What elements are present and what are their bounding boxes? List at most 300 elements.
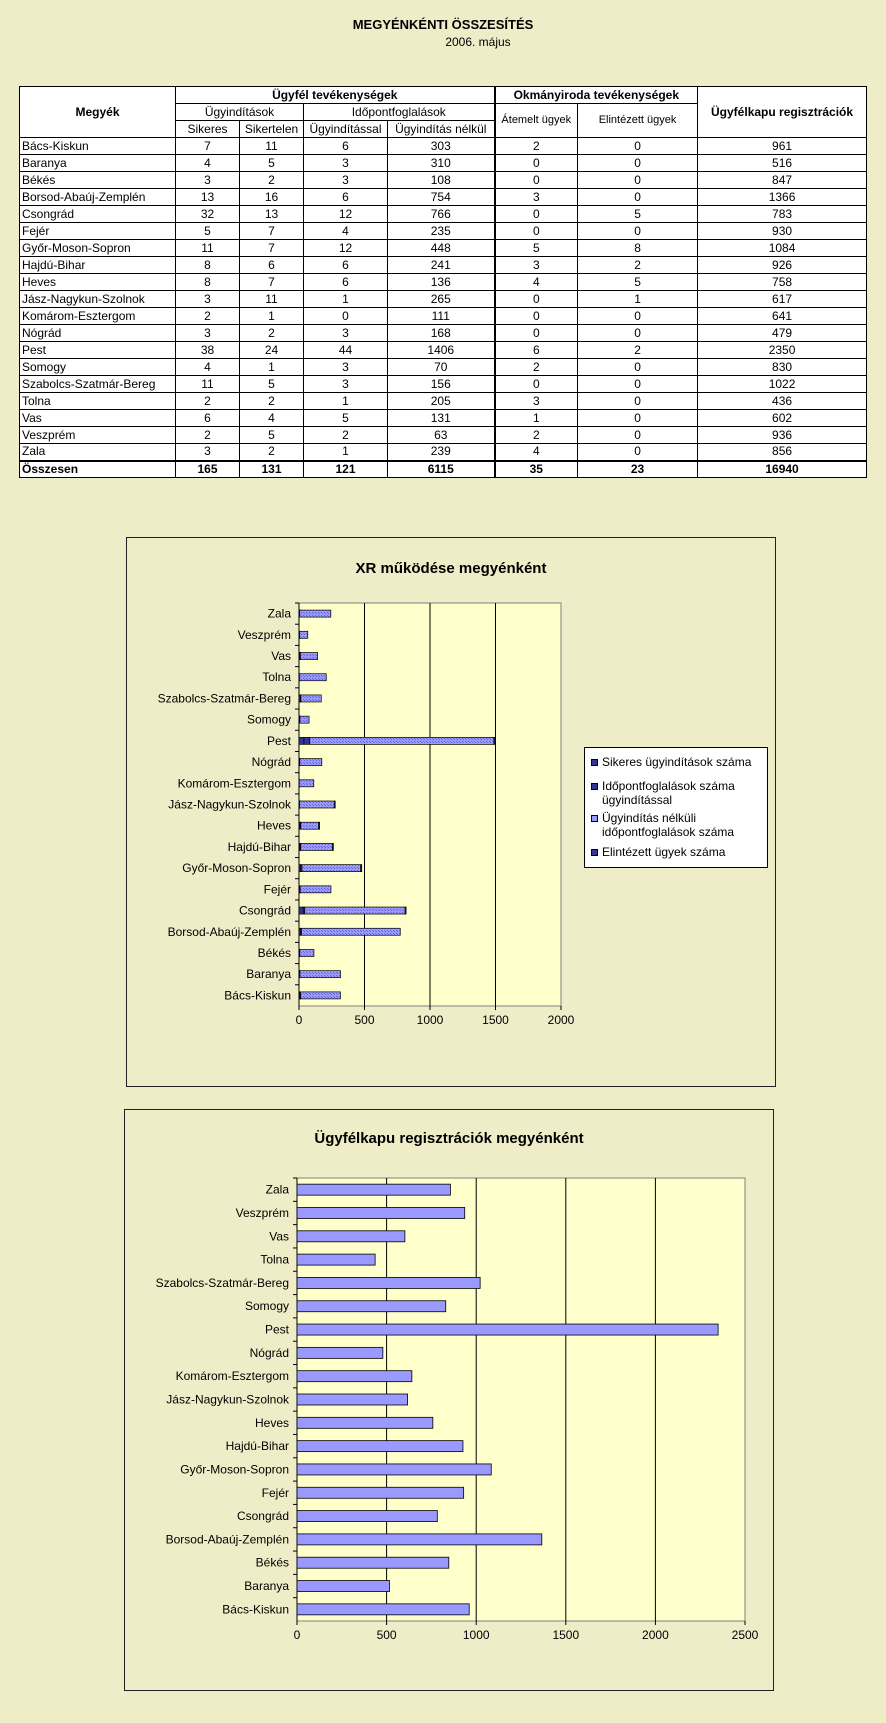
cell-elintezett: 0	[578, 172, 698, 189]
cell-atemelt: 3	[495, 189, 578, 206]
cell-ugyinditassal: 3	[304, 325, 388, 342]
cell-sikertelen: 13	[240, 206, 304, 223]
cell-nelkul: 205	[388, 393, 495, 410]
x-tick-label: 1000	[416, 1013, 444, 1027]
legend-label-ugyinditassal: Időpontfoglalások száma ügyindítással	[602, 779, 735, 807]
y-tick-label: Komárom-Esztergom	[175, 1369, 289, 1384]
cell-elintezett: 0	[578, 308, 698, 325]
summary-table	[19, 86, 867, 478]
cell-sikeres: 4	[176, 155, 240, 172]
bar-segment	[494, 737, 495, 744]
cell-nelkul: 131	[388, 410, 495, 427]
cell-county: Heves	[20, 274, 176, 291]
bar-segment	[300, 653, 317, 660]
cell-atemelt: 0	[495, 155, 578, 172]
cell-sikeres: 2	[176, 308, 240, 325]
cell-kapu: 961	[698, 138, 867, 155]
x-tick-label: 2000	[642, 1628, 669, 1642]
bar-segment	[304, 737, 310, 744]
y-tick-label: Heves	[256, 818, 291, 833]
cell-kapu: 617	[698, 291, 867, 308]
ugyfelkapu-chart	[124, 1109, 774, 1691]
cell-kapu: 479	[698, 325, 867, 342]
cell-nelkul: 1406	[388, 342, 495, 359]
header-sikertelen: Sikertelen	[240, 121, 304, 138]
cell-elintezett: 0	[578, 393, 698, 410]
cell-elintezett: 0	[578, 325, 698, 342]
header-ugyfel-tevekenysegek: Ügyfél tevékenységek	[176, 87, 495, 104]
cell-elintezett: 1	[578, 291, 698, 308]
header-ugyfelkapu: Ügyfélkapu regisztrációk	[698, 87, 867, 138]
y-tick-label: Szabolcs-Szatmár-Bereg	[157, 691, 291, 706]
x-tick-label: 0	[295, 1013, 303, 1027]
cell-sikertelen: 5	[240, 376, 304, 393]
legend-swatch-nelkul	[591, 815, 598, 822]
cell-atemelt: 0	[495, 223, 578, 240]
cell-kapu: 436	[698, 393, 867, 410]
cell-sikeres: 11	[176, 376, 240, 393]
cell-sikertelen: 4	[240, 410, 304, 427]
cell-nelkul: 6115	[388, 461, 495, 478]
cell-atemelt: 2	[495, 359, 578, 376]
cell-elintezett: 0	[578, 427, 698, 444]
cell-nelkul: 168	[388, 325, 495, 342]
bar	[297, 1464, 491, 1475]
header-idopontfoglalasok: Időpontfoglalások	[304, 104, 495, 121]
table-total-row	[20, 461, 867, 478]
cell-sikeres: 4	[176, 359, 240, 376]
cell-kapu: 830	[698, 359, 867, 376]
cell-ugyinditassal: 4	[304, 223, 388, 240]
table-row	[20, 308, 867, 325]
cell-elintezett: 2	[578, 342, 698, 359]
cell-elintezett: 0	[578, 138, 698, 155]
y-tick-label: Békés	[255, 1555, 289, 1570]
cell-county: Csongrád	[20, 206, 176, 223]
cell-sikeres: 3	[176, 291, 240, 308]
cell-sikeres: 8	[176, 257, 240, 274]
table-row	[20, 291, 867, 308]
table-row	[20, 427, 867, 444]
cell-county: Fejér	[20, 223, 176, 240]
cell-sikeres: 6	[176, 410, 240, 427]
cell-county: Tolna	[20, 393, 176, 410]
cell-sikertelen: 11	[240, 291, 304, 308]
x-tick-label: 500	[376, 1628, 397, 1642]
legend-item-ugyinditassal	[591, 779, 761, 807]
bar	[297, 1371, 412, 1382]
table-row	[20, 444, 867, 461]
legend-swatch-sikeres	[591, 759, 598, 766]
cell-county: Komárom-Esztergom	[20, 308, 176, 325]
legend-swatch-ugyinditassal	[591, 783, 598, 790]
bar-segment	[300, 949, 314, 956]
cell-elintezett: 0	[578, 155, 698, 172]
table-row	[20, 172, 867, 189]
y-tick-label: Tolna	[260, 1252, 289, 1267]
cell-nelkul: 766	[388, 206, 495, 223]
bar	[297, 1487, 464, 1498]
header-ugyinditasok: Ügyindítások	[176, 104, 304, 121]
y-tick-label: Győr-Moson-Sopron	[180, 1462, 289, 1477]
cell-ugyinditassal: 44	[304, 342, 388, 359]
cell-county: Vas	[20, 410, 176, 427]
legend-label-nelkul: Ügyindítás nélküli időpontfoglalások száma	[602, 811, 735, 839]
bar	[297, 1581, 389, 1592]
cell-atemelt: 3	[495, 393, 578, 410]
x-tick-label: 0	[293, 1628, 301, 1642]
cell-atemelt: 3	[495, 257, 578, 274]
cell-elintezett: 5	[578, 274, 698, 291]
x-tick-label: 1000	[462, 1628, 490, 1642]
y-tick-label: Somogy	[244, 1299, 289, 1314]
bar-segment	[299, 907, 303, 914]
x-tick-label: 1500	[552, 1628, 580, 1642]
y-tick-label: Csongrád	[238, 903, 291, 918]
cell-nelkul: 70	[388, 359, 495, 376]
legend-item-elintezett	[591, 845, 761, 859]
cell-ugyinditassal: 3	[304, 359, 388, 376]
cell-sikeres: 3	[176, 325, 240, 342]
cell-atemelt: 4	[495, 274, 578, 291]
cell-kapu: 930	[698, 223, 867, 240]
cell-kapu: 16940	[698, 461, 867, 478]
y-tick-label: Fejér	[261, 1485, 289, 1500]
bar-segment	[300, 886, 331, 893]
cell-sikeres: 32	[176, 206, 240, 223]
cell-ugyinditassal: 1	[304, 393, 388, 410]
cell-atemelt: 0	[495, 206, 578, 223]
cell-ugyinditassal: 6	[304, 274, 388, 291]
cell-ugyinditassal: 2	[304, 427, 388, 444]
cell-elintezett: 0	[578, 376, 698, 393]
cell-nelkul: 310	[388, 155, 495, 172]
cell-county: Győr-Moson-Sopron	[20, 240, 176, 257]
cell-sikertelen: 5	[240, 427, 304, 444]
bar	[297, 1184, 450, 1195]
bar-segment	[299, 737, 304, 744]
xr-chart-title: XR működése megyénként	[355, 560, 547, 577]
cell-kapu: 758	[698, 274, 867, 291]
bar-segment	[301, 695, 321, 702]
cell-county: Szabolcs-Szatmár-Bereg	[20, 376, 176, 393]
y-tick-label: Vas	[269, 1229, 289, 1244]
cell-kapu: 2350	[698, 342, 867, 359]
cell-kapu: 847	[698, 172, 867, 189]
bar-segment	[300, 801, 335, 808]
y-tick-label: Hajdú-Bihar	[225, 1439, 289, 1454]
y-tick-label: Komárom-Esztergom	[177, 776, 291, 791]
y-tick-label: Heves	[254, 1415, 289, 1430]
y-tick-label: Somogy	[246, 712, 291, 727]
cell-ugyinditassal: 12	[304, 240, 388, 257]
cell-kapu: 1366	[698, 189, 867, 206]
y-tick-label: Zala	[265, 1182, 289, 1197]
cell-kapu: 926	[698, 257, 867, 274]
cell-sikeres: 2	[176, 393, 240, 410]
cell-nelkul: 448	[388, 240, 495, 257]
table-row	[20, 342, 867, 359]
bar	[297, 1557, 449, 1568]
table-row	[20, 325, 867, 342]
cell-nelkul: 303	[388, 138, 495, 155]
cell-ugyinditassal: 6	[304, 189, 388, 206]
cell-elintezett: 0	[578, 189, 698, 206]
cell-ugyinditassal: 1	[304, 444, 388, 461]
bar-segment	[302, 865, 361, 872]
bar-segment	[299, 780, 314, 787]
legend-swatch-elintezett	[591, 849, 598, 856]
legend-label-elintezett: Elintézett ügyek száma	[602, 845, 726, 859]
bar-segment	[299, 674, 326, 681]
xr-chart	[126, 537, 776, 1087]
cell-county: Összesen	[20, 461, 176, 478]
cell-ugyinditassal: 3	[304, 172, 388, 189]
cell-county: Borsod-Abaúj-Zemplén	[20, 189, 176, 206]
cell-kapu: 1022	[698, 376, 867, 393]
cell-sikertelen: 7	[240, 223, 304, 240]
cell-county: Veszprém	[20, 427, 176, 444]
cell-kapu: 856	[698, 444, 867, 461]
header-sikeres: Sikeres	[176, 121, 240, 138]
y-tick-label: Nógrád	[251, 755, 291, 770]
y-tick-label: Bács-Kiskun	[224, 988, 291, 1003]
cell-ugyinditassal: 1	[304, 291, 388, 308]
cell-atemelt: 1	[495, 410, 578, 427]
cell-sikeres: 8	[176, 274, 240, 291]
table-row	[20, 240, 867, 257]
cell-elintezett: 2	[578, 257, 698, 274]
bar	[297, 1511, 437, 1522]
y-tick-label: Borsod-Abaúj-Zemplén	[167, 924, 291, 939]
cell-sikertelen: 2	[240, 172, 304, 189]
cell-sikertelen: 7	[240, 240, 304, 257]
x-tick-label: 2000	[547, 1013, 575, 1027]
cell-sikertelen: 11	[240, 138, 304, 155]
y-tick-label: Csongrád	[236, 1509, 289, 1524]
ugyfelkapu-chart-svg	[125, 1110, 775, 1692]
legend-item-sikeres	[591, 755, 761, 769]
y-tick-label: Veszprém	[237, 627, 291, 642]
cell-nelkul: 108	[388, 172, 495, 189]
cell-county: Békés	[20, 172, 176, 189]
cell-nelkul: 241	[388, 257, 495, 274]
y-tick-label: Jász-Nagykun-Szolnok	[168, 797, 291, 812]
header-megyek: Megyék	[20, 87, 176, 138]
cell-atemelt: 0	[495, 291, 578, 308]
bar-segment	[319, 822, 320, 829]
table-row	[20, 359, 867, 376]
y-tick-label: Borsod-Abaúj-Zemplén	[165, 1532, 289, 1547]
cell-atemelt: 4	[495, 444, 578, 461]
cell-sikeres: 5	[176, 223, 240, 240]
y-tick-label: Bács-Kiskun	[222, 1602, 289, 1617]
cell-sikertelen: 16	[240, 189, 304, 206]
cell-ugyinditassal: 6	[304, 257, 388, 274]
cell-sikertelen: 1	[240, 308, 304, 325]
table-row	[20, 257, 867, 274]
y-tick-label: Szabolcs-Szatmár-Bereg	[155, 1275, 289, 1290]
bar-segment	[300, 610, 331, 617]
cell-atemelt: 6	[495, 342, 578, 359]
cell-atemelt: 35	[495, 461, 578, 478]
y-tick-label: Fejér	[263, 882, 291, 897]
y-tick-label: Győr-Moson-Sopron	[182, 861, 291, 876]
cell-sikertelen: 131	[240, 461, 304, 478]
cell-county: Pest	[20, 342, 176, 359]
cell-sikertelen: 1	[240, 359, 304, 376]
cell-county: Hajdú-Bihar	[20, 257, 176, 274]
y-tick-label: Baranya	[246, 967, 291, 982]
header-atemelt: Átemelt ügyek	[495, 104, 578, 138]
cell-sikeres: 3	[176, 444, 240, 461]
cell-atemelt: 0	[495, 325, 578, 342]
bar-segment	[300, 759, 322, 766]
x-tick-label: 2500	[731, 1628, 759, 1642]
bar	[297, 1301, 446, 1312]
cell-sikeres: 38	[176, 342, 240, 359]
table-body	[20, 138, 867, 478]
cell-ugyinditassal: 121	[304, 461, 388, 478]
cell-sikeres: 3	[176, 172, 240, 189]
legend-label-sikeres: Sikeres ügyindítások száma	[602, 755, 752, 769]
cell-nelkul: 235	[388, 223, 495, 240]
cell-elintezett: 0	[578, 444, 698, 461]
y-tick-label: Veszprém	[235, 1205, 289, 1220]
cell-sikertelen: 6	[240, 257, 304, 274]
legend-item-nelkul	[591, 811, 761, 839]
cell-atemelt: 2	[495, 138, 578, 155]
cell-county: Nógrád	[20, 325, 176, 342]
bar	[297, 1231, 405, 1242]
cell-atemelt: 0	[495, 376, 578, 393]
bar-segment	[305, 907, 405, 914]
bar-segment	[300, 631, 308, 638]
cell-sikeres: 7	[176, 138, 240, 155]
bar-segment	[310, 737, 494, 744]
cell-county: Jász-Nagykun-Szolnok	[20, 291, 176, 308]
bar	[297, 1277, 480, 1288]
bar	[297, 1324, 718, 1335]
cell-elintezett: 5	[578, 206, 698, 223]
header-elintezett: Elintézett ügyek	[578, 104, 698, 138]
ugyfelkapu-chart-title: Ügyfélkapu regisztrációk megyénként	[314, 1130, 584, 1147]
bar	[297, 1417, 433, 1428]
cell-sikeres: 2	[176, 427, 240, 444]
cell-nelkul: 754	[388, 189, 495, 206]
table-row	[20, 155, 867, 172]
x-tick-label: 1500	[482, 1013, 509, 1027]
bar-segment	[405, 907, 406, 914]
table-row	[20, 376, 867, 393]
table-row	[20, 206, 867, 223]
x-tick-label: 500	[354, 1013, 375, 1027]
cell-kapu: 783	[698, 206, 867, 223]
cell-sikertelen: 2	[240, 393, 304, 410]
cell-elintezett: 23	[578, 461, 698, 478]
header-ugyinditas-nelkul: Ügyindítás nélkül	[388, 121, 495, 138]
table-row	[20, 274, 867, 291]
bar	[297, 1207, 465, 1218]
cell-ugyinditassal: 3	[304, 155, 388, 172]
cell-nelkul: 63	[388, 427, 495, 444]
cell-sikeres: 11	[176, 240, 240, 257]
table-row	[20, 189, 867, 206]
y-tick-label: Pest	[266, 733, 291, 748]
cell-atemelt: 2	[495, 427, 578, 444]
cell-ugyinditassal: 5	[304, 410, 388, 427]
cell-sikertelen: 24	[240, 342, 304, 359]
bar	[297, 1441, 463, 1452]
cell-elintezett: 8	[578, 240, 698, 257]
y-tick-label: Jász-Nagykun-Szolnok	[166, 1392, 289, 1407]
bar	[297, 1534, 542, 1545]
cell-ugyinditassal: 12	[304, 206, 388, 223]
cell-sikeres: 165	[176, 461, 240, 478]
header-ugyinditassal: Ügyindítással	[304, 121, 388, 138]
y-tick-label: Baranya	[244, 1579, 289, 1594]
xr-chart-legend	[584, 747, 768, 868]
page-subtitle: 2006. május	[445, 35, 511, 49]
bar-segment	[334, 801, 335, 808]
cell-elintezett: 0	[578, 223, 698, 240]
bar-segment	[300, 971, 341, 978]
bar-segment	[301, 928, 400, 935]
table-row	[20, 393, 867, 410]
y-tick-label: Tolna	[262, 670, 291, 685]
y-tick-label: Békés	[257, 945, 291, 960]
bar	[297, 1394, 408, 1405]
cell-atemelt: 0	[495, 172, 578, 189]
cell-ugyinditassal: 3	[304, 376, 388, 393]
cell-ugyinditassal: 6	[304, 138, 388, 155]
table-row	[20, 223, 867, 240]
cell-nelkul: 265	[388, 291, 495, 308]
cell-nelkul: 156	[388, 376, 495, 393]
cell-kapu: 1084	[698, 240, 867, 257]
cell-sikertelen: 2	[240, 444, 304, 461]
y-tick-label: Pest	[264, 1322, 289, 1337]
cell-county: Baranya	[20, 155, 176, 172]
y-tick-label: Hajdú-Bihar	[227, 839, 291, 854]
cell-county: Zala	[20, 444, 176, 461]
y-tick-label: Nógrád	[249, 1345, 289, 1360]
cell-county: Bács-Kiskun	[20, 138, 176, 155]
header-okmanyiroda: Okmányiroda tevékenységek	[495, 87, 698, 104]
cell-kapu: 641	[698, 308, 867, 325]
cell-kapu: 936	[698, 427, 867, 444]
cell-sikertelen: 2	[240, 325, 304, 342]
y-tick-label: Zala	[267, 606, 291, 621]
cell-county: Somogy	[20, 359, 176, 376]
cell-atemelt: 0	[495, 308, 578, 325]
bar-segment	[332, 843, 333, 850]
bar-segment	[301, 992, 341, 999]
cell-sikeres: 13	[176, 189, 240, 206]
cell-ugyinditassal: 0	[304, 308, 388, 325]
table-row	[20, 138, 867, 155]
bar	[297, 1604, 469, 1615]
bar-segment	[361, 865, 362, 872]
bar	[297, 1347, 383, 1358]
y-tick-label: Vas	[271, 649, 291, 664]
page-title: MEGYÉNKÉNTI ÖSSZESÍTÉS	[352, 17, 534, 32]
cell-nelkul: 111	[388, 308, 495, 325]
cell-kapu: 602	[698, 410, 867, 427]
cell-sikertelen: 5	[240, 155, 304, 172]
table-row	[20, 410, 867, 427]
cell-nelkul: 239	[388, 444, 495, 461]
